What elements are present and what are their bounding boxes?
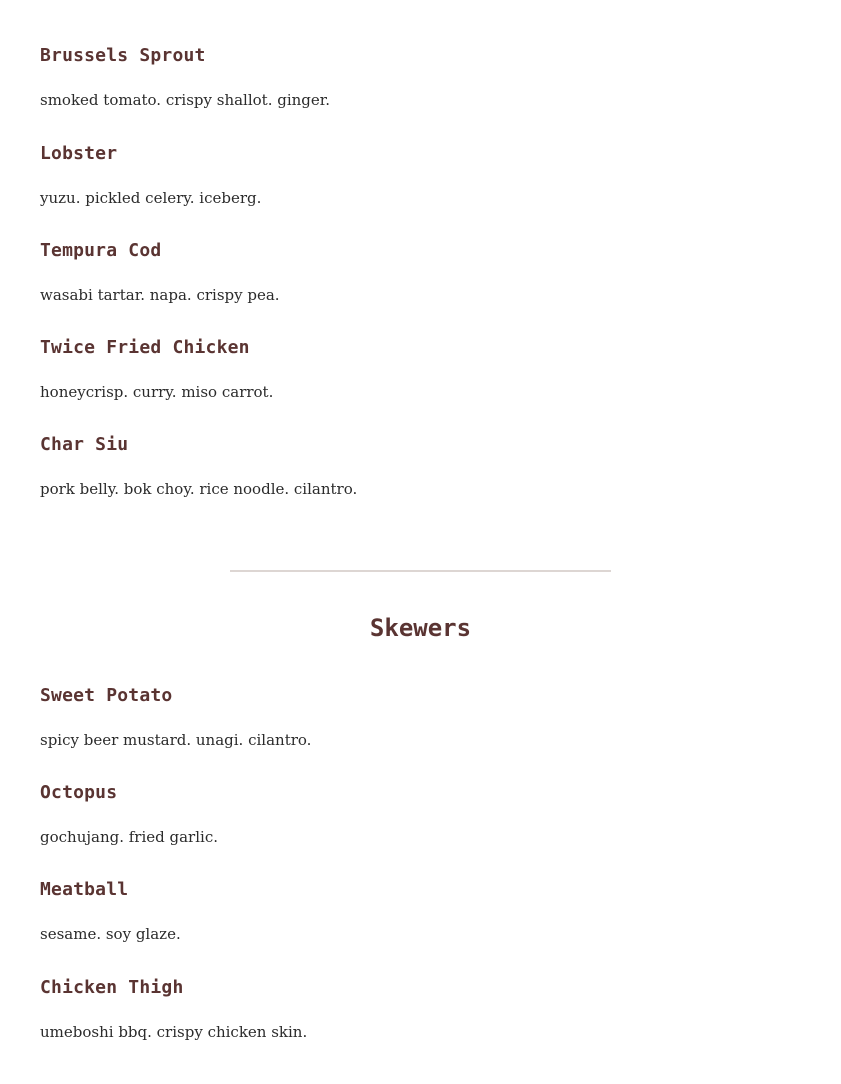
menu-item-name: Octopus bbox=[40, 782, 118, 803]
menu-item-name: Chicken Thigh bbox=[40, 977, 184, 998]
menu-item bbox=[40, 977, 800, 1041]
section-title-skewers: Skewers bbox=[369, 614, 472, 642]
menu-item-name: Sweet Potato bbox=[40, 685, 173, 706]
menu-item-description: sesame. soy glaze. bbox=[40, 925, 181, 943]
menu-item-description: umeboshi bbq. crispy chicken skin. bbox=[40, 1023, 308, 1041]
menu-item bbox=[40, 45, 800, 109]
menu-item-description: spicy beer mustard. unagi. cilantro. bbox=[40, 731, 312, 749]
menu-item-name: Char Siu bbox=[40, 434, 129, 455]
menu-item-name: Meatball bbox=[40, 879, 129, 900]
menu-item bbox=[40, 879, 800, 943]
menu-item-name: Tempura Cod bbox=[40, 240, 162, 261]
menu-item-name: Twice Fried Chicken bbox=[40, 337, 250, 358]
menu-item-name: Brussels Sprout bbox=[40, 45, 206, 66]
menu-item bbox=[40, 685, 800, 749]
menu-item-description: honeycrisp. curry. miso carrot. bbox=[40, 383, 274, 401]
menu-item bbox=[40, 337, 800, 401]
menu-item bbox=[40, 143, 800, 207]
menu-item bbox=[40, 782, 800, 846]
menu-item-name: Lobster bbox=[40, 143, 118, 164]
section-divider bbox=[230, 570, 611, 572]
menu-item bbox=[40, 240, 800, 304]
menu-item-description: wasabi tartar. napa. crispy pea. bbox=[40, 286, 280, 304]
menu-item bbox=[40, 434, 800, 498]
menu-item-description: pork belly. bok choy. rice noodle. cilantro. bbox=[40, 480, 358, 498]
menu-item-description: smoked tomato. crispy shallot. ginger. bbox=[40, 91, 331, 109]
menu-item-description: yuzu. pickled celery. iceberg. bbox=[40, 189, 262, 207]
menu-item-description: gochujang. fried garlic. bbox=[40, 828, 218, 846]
